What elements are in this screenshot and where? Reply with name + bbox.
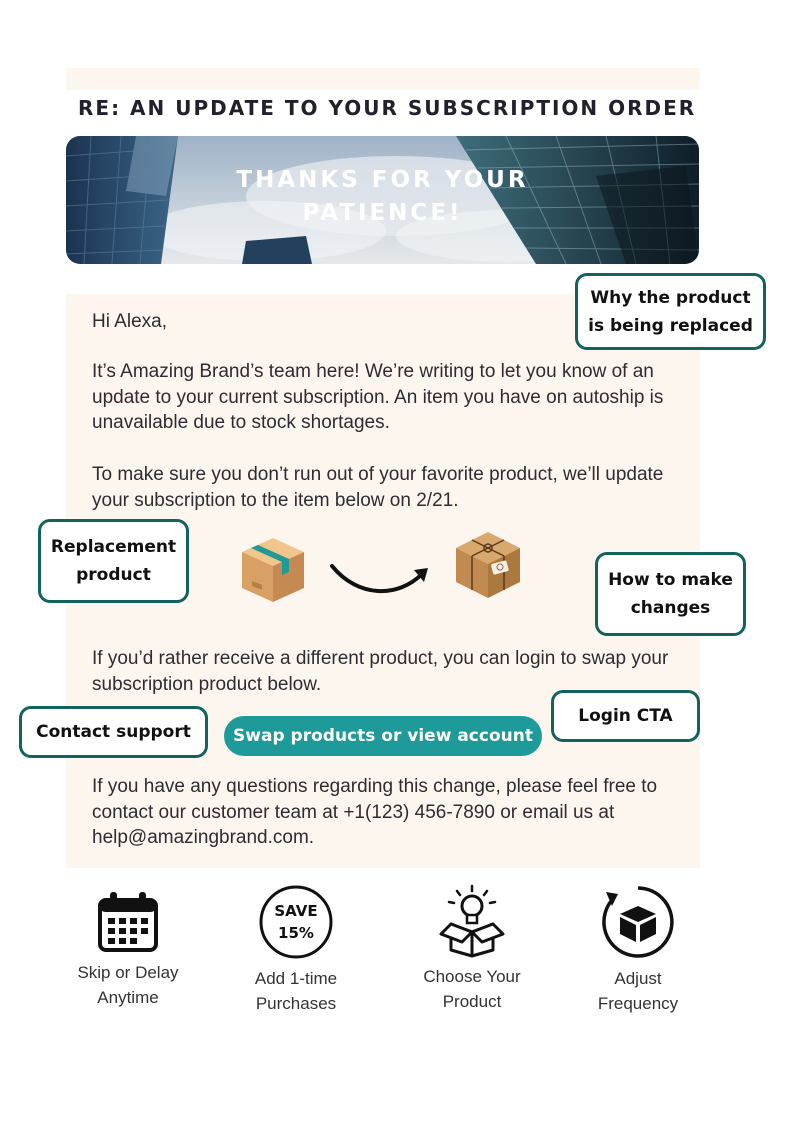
save-badge-bottom: 15% [278, 924, 314, 942]
callout-login-cta [551, 690, 700, 742]
callout-how-line-2: changes [630, 598, 711, 618]
feature-choose-product [392, 890, 552, 1014]
replacement-paragraph: To make sure you don’t run out of your favorite product, we’ll update your subscription to the item below on 2/21. [92, 464, 664, 511]
hero-headline [66, 164, 699, 230]
replacement-product-package-icon [452, 528, 524, 602]
feature-purchase-line-1: Add 1-time [254, 969, 338, 988]
feature-choose-line-1: Choose Your [423, 967, 521, 986]
swap-instructions-paragraph: If you’d rather receive a different product, you can login to swap your subscription product below. [92, 648, 669, 695]
callout-login-label: Login CTA [578, 706, 673, 726]
feature-skip-line-1: Skip or Delay [77, 963, 179, 982]
original-product-box-icon [238, 532, 308, 606]
feature-adjust-frequency [558, 890, 718, 1016]
feature-choose-line-2: Product [442, 992, 502, 1011]
box-refresh-icon [600, 884, 676, 960]
feature-adjust-line-2: Frequency [597, 994, 679, 1013]
swap-products-button[interactable]: Swap products or view account [224, 716, 542, 756]
save-badge-top: SAVE [274, 902, 318, 920]
callout-why-line-1: Why the product [590, 287, 751, 308]
hero-line-2: PATIENCE! [302, 200, 463, 226]
callout-support-label: Contact support [36, 722, 191, 742]
stock-shortage-paragraph: It’s Amazing Brand’s team here! We’re writing to let you know of an update to your current subscription. An item you have on autoship is unavailable due to stock shortages. [92, 361, 664, 433]
callout-how-line-1: How to make [608, 570, 733, 590]
callout-why-line-2: is being replaced [588, 315, 753, 336]
save-badge-icon [258, 884, 334, 960]
callout-replacement-product [38, 519, 189, 603]
feature-purchase-line-2: Purchases [255, 994, 337, 1013]
contact-paragraph: If you have any questions regarding this change, please feel free to contact our customer team at +1(123) 456-7890 or email us at help@amazingbrand.com. [92, 776, 658, 848]
swap-arrow-icon [328, 558, 432, 598]
feature-one-time-purchase [216, 890, 376, 1016]
email-subject: RE: AN UPDATE TO YOUR SUBSCRIPTION ORDER [78, 96, 697, 120]
lightbulb-box-icon [437, 884, 507, 958]
callout-why-replaced [575, 273, 766, 350]
top-strip [66, 68, 700, 90]
feature-adjust-line-1: Adjust [614, 969, 662, 988]
callout-how-to-change [595, 552, 746, 636]
greeting: Hi Alexa, [92, 311, 167, 332]
feature-skip-delay [48, 890, 208, 1010]
callout-replacement-line-2: product [76, 565, 151, 585]
callout-replacement-line-1: Replacement [50, 537, 177, 557]
calendar-icon [96, 890, 160, 954]
hero-line-1: THANKS FOR YOUR [236, 167, 529, 193]
callout-contact-support [19, 706, 208, 758]
feature-skip-line-2: Anytime [97, 988, 159, 1007]
